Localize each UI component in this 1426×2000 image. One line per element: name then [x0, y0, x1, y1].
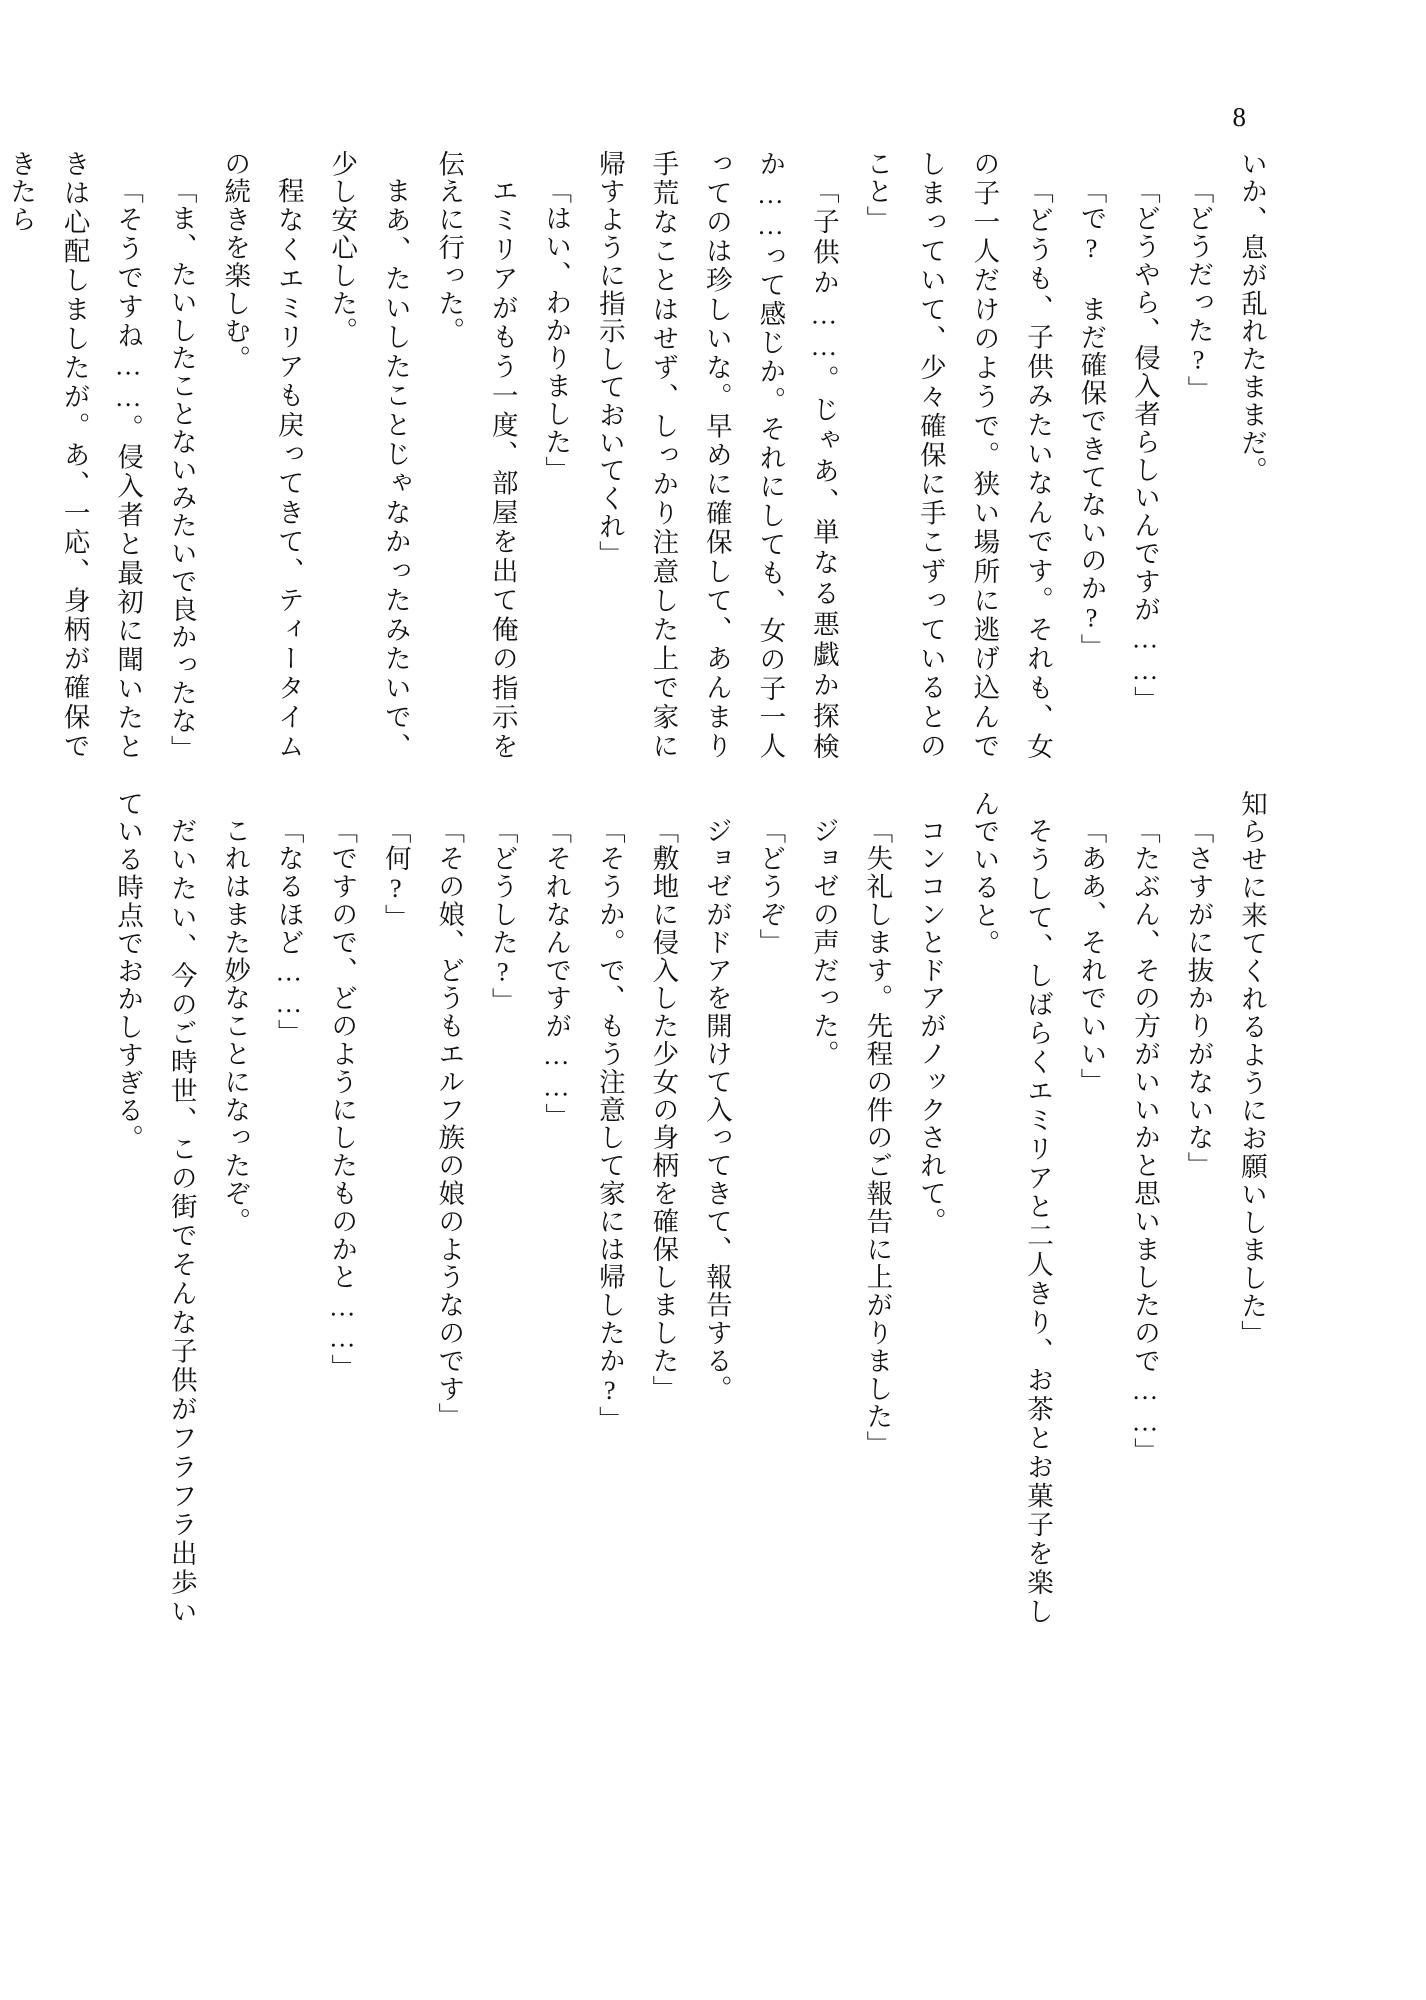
paragraph: 「さすがに抜かりがないな」 — [1183, 816, 1214, 1180]
paragraph: 程なくエミリアも戻ってきて、ティータイムの続きを楽しむ。 — [220, 150, 304, 760]
text-block-upper — [6, 150, 1278, 763]
paragraph: 「ですので、どのようにしたものかと……」 — [327, 816, 358, 1382]
paragraph: 「どうだった?」 — [1183, 176, 1214, 404]
paragraph: 「たぶん、その方がいいかと思いましたので……」 — [1129, 816, 1160, 1466]
paragraph: ジョゼがドアを開けて入ってきて、報告する。 — [701, 816, 732, 1403]
paragraph: 「ああ、それでいい」 — [1076, 816, 1107, 1096]
paragraph: そうして、しばらくエミリアと二人きり、お茶とお菓子を楽しんでいると。 — [969, 790, 1053, 1625]
paragraph: 「どうも、子供みたいなんです。それも、女の子一人だけのようで。狭い場所に逃げ込んでしまっていて、少々確保に手こずっているとのこと」 — [862, 150, 1053, 760]
paragraph: 「敷地に侵入した少女の身柄を確保しました」 — [648, 816, 679, 1403]
paragraph: 「その娘、どうもエルフ族の娘のようなのです」 — [434, 816, 465, 1431]
paragraph: 「失礼します。先程の件のご報告に上がりました」 — [862, 816, 893, 1459]
paragraph: だいたい、今のご時世、この街でそんな子供がフラフラ出歩いている時点でおかしすぎる。 — [113, 790, 197, 1625]
paragraph: 「そうですね……。侵入者と最初に聞いたときは心配しましたが。あ、一応、身柄が確保できたら — [6, 150, 144, 760]
paragraph: いか、息が乱れたままだ。 — [1237, 150, 1267, 485]
paragraph: 「はい、わかりました」 — [541, 176, 572, 484]
paragraph: 「どうぞ」 — [755, 816, 786, 956]
paragraph: 「どうやら、侵入者らしいんですが……」 — [1129, 176, 1160, 714]
paragraph: 「どうした?」 — [487, 816, 518, 1016]
paragraph: 「子供か……。じゃあ、単なる悪戯か探検か……って感じか。それにしても、女の子一人ってのは珍しいな。早めに確保して、あんまり手荒なことはせず、しっかり注意した上で家に帰すように指示しておいてくれ」 — [594, 150, 839, 760]
paragraph: 「ま、たいしたことないみたいで良かったな」 — [166, 176, 197, 763]
paragraph: 「それなんですが……」 — [541, 816, 572, 1131]
paragraph: まあ、たいしたことじゃなかったみたいで、少し安心した。 — [327, 150, 411, 760]
paragraph: エミリアがもう一度、部屋を出て俺の指示を伝えに行った。 — [434, 150, 518, 760]
paragraph: コンコンとドアがノックされて。 — [915, 816, 946, 1235]
paragraph: 「なるほど……」 — [273, 816, 304, 1047]
paragraph: ジョゼの声だった。 — [808, 816, 839, 1068]
page-number: 8 — [1232, 102, 1246, 132]
paragraph: 「そうか。で、もう注意して家には帰したか?」 — [594, 816, 625, 1434]
text-block-lower — [113, 790, 1278, 1625]
paragraph: 「何?」 — [380, 816, 411, 932]
paragraph: これはまた妙なことになったぞ。 — [220, 816, 251, 1235]
paragraph: 知らせに来てくれるようにお願いしました」 — [1237, 790, 1267, 1348]
paragraph: 「で? まだ確保できてないのか?」 — [1076, 176, 1107, 662]
